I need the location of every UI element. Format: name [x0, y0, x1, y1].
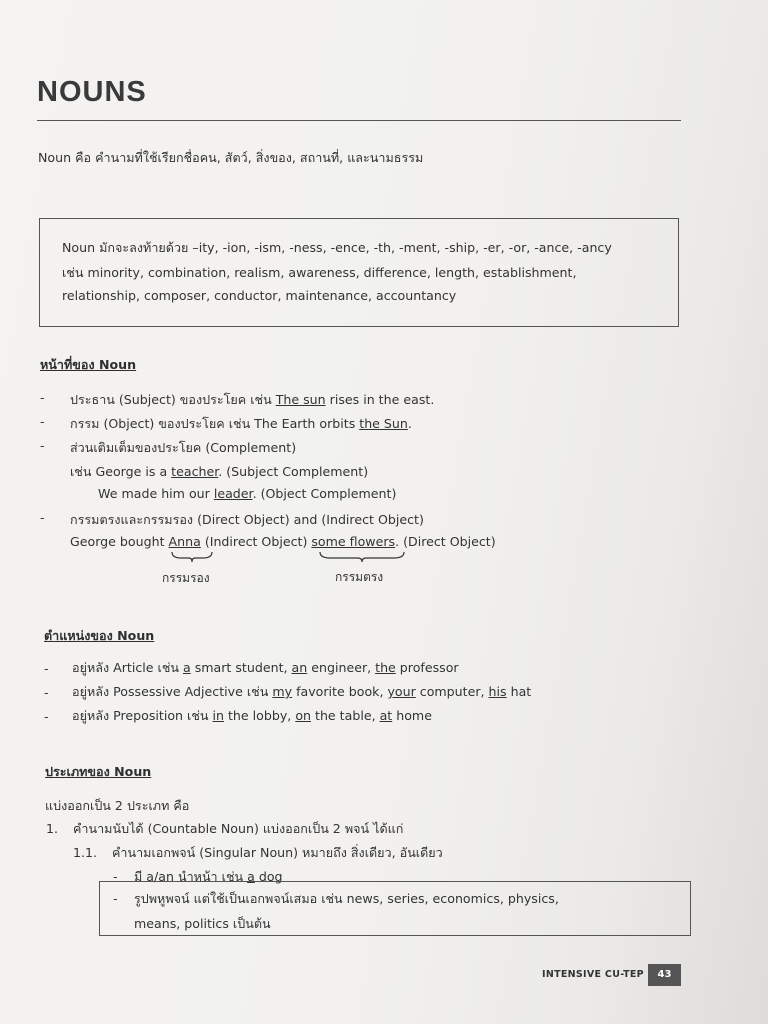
subject-line	[70, 390, 434, 410]
underlined-text: at	[379, 708, 393, 723]
complement-line: ส่วนเติมเต็มของประโยค (Complement)	[70, 440, 297, 455]
text: กรรม (Object) ของประโยค เช่น The Earth orbits	[70, 416, 360, 431]
text: (Indirect Object)	[200, 534, 312, 549]
underlined-text: the	[375, 660, 396, 675]
text: อยู่หลัง Article เช่น	[72, 660, 183, 675]
brace-icon	[170, 550, 214, 564]
text: home	[392, 708, 432, 723]
noun-definition: Noun คือ คำนามที่ใช้เรียกชื่อคน, สัตว์, สิ่งของ, สถานที่, และนามธรรม	[38, 150, 424, 165]
object-complement-example	[98, 486, 396, 501]
text: . (Direct Object)	[395, 534, 496, 549]
text: dog	[254, 869, 283, 884]
dash: -	[40, 414, 45, 429]
text: เช่น George is a	[70, 464, 172, 479]
text: the table,	[311, 708, 380, 723]
text: computer,	[415, 684, 489, 699]
brace-icon	[318, 550, 406, 564]
underlined-text: The sun	[275, 392, 326, 407]
plural-form-line-2: means, politics เป็นต้น	[134, 916, 271, 931]
suffix-line-2: เช่น minority, combination, realism, awareness, difference, length, establishment,	[62, 265, 577, 280]
underlined-text: my	[272, 684, 293, 699]
item-number: 1.	[46, 821, 59, 836]
object-line	[70, 414, 412, 434]
direct-indirect-line: กรรมตรงและกรรมรอง (Direct Object) and (Indirect Object)	[70, 512, 424, 527]
possessive-line	[72, 682, 531, 702]
dash: -	[44, 685, 49, 700]
underlined-text: your	[387, 684, 416, 699]
underlined-text: the Sun	[359, 416, 408, 431]
underlined-text: his	[488, 684, 507, 699]
underlined-text: on	[295, 708, 311, 723]
text: engineer,	[307, 660, 376, 675]
footer-book-title: INTENSIVE CU-TEP	[542, 969, 644, 980]
dash: -	[113, 891, 118, 906]
text: the lobby,	[223, 708, 296, 723]
page-number: 43	[648, 964, 681, 986]
text: .	[407, 416, 412, 431]
text: We made him our	[98, 486, 214, 501]
dash: -	[44, 709, 49, 724]
dash: -	[40, 438, 45, 453]
text: George bought	[70, 534, 169, 549]
underlined-text: a	[247, 869, 255, 884]
text: favorite book,	[292, 684, 388, 699]
text: professor	[395, 660, 459, 675]
types-heading: ประเภทของ Noun	[45, 764, 152, 779]
suffix-line-3: relationship, composer, conductor, maintenance, accountancy	[62, 288, 457, 303]
direct-object-label: กรรมตรง	[335, 570, 384, 584]
text: hat	[506, 684, 532, 699]
underlined-text: an	[291, 660, 308, 675]
text: . (Subject Complement)	[218, 464, 369, 479]
text: ประธาน (Subject) ของประโยค เช่น	[70, 392, 276, 407]
text: อยู่หลัง Possessive Adjective เช่น	[72, 684, 273, 699]
article-line	[72, 658, 459, 678]
dash: -	[113, 869, 118, 884]
underlined-text: leader	[213, 486, 253, 501]
subject-complement-example	[70, 462, 368, 482]
singular-noun-item: คำนามเอกพจน์ (Singular Noun) หมายถึง สิ่งเดียว, อันเดียว	[112, 845, 443, 860]
indirect-object-label: กรรมรอง	[162, 571, 210, 585]
title-divider	[37, 120, 681, 121]
dash: -	[40, 390, 45, 405]
functions-heading: หน้าที่ของ Noun	[40, 357, 137, 372]
text: อยู่หลัง Preposition เช่น	[72, 708, 213, 723]
page-title: NOUNS	[37, 76, 147, 108]
underlined-text: Anna	[168, 534, 201, 549]
suffix-line-1: Noun มักจะลงท้ายด้วย –ity, -ion, -ism, -ness, -ence, -th, -ment, -ship, -er, -or, -ance, -ancy	[62, 240, 612, 255]
types-intro: แบ่งออกเป็น 2 ประเภท คือ	[45, 798, 190, 813]
preposition-line	[72, 706, 432, 726]
underlined-text: teacher	[171, 464, 219, 479]
dash: -	[40, 510, 45, 525]
underlined-text: in	[212, 708, 224, 723]
text: smart student,	[190, 660, 292, 675]
text: . (Object Complement)	[252, 486, 397, 501]
dash: -	[44, 661, 49, 676]
underlined-text: a	[182, 660, 191, 675]
text: มี a/an นำหน้า เช่น	[134, 869, 248, 884]
item-number: 1.1.	[73, 845, 98, 860]
underlined-text: some flowers	[311, 534, 396, 549]
text: rises in the east.	[325, 392, 435, 407]
countable-noun-item: คำนามนับได้ (Countable Noun) แบ่งออกเป็น 2 พจน์ ได้แก่	[73, 821, 404, 836]
plural-form-line-1: รูปพหูพจน์ แต่ใช้เป็นเอกพจน์เสมอ เช่น news, series, economics, physics,	[134, 891, 559, 906]
positions-heading: ตำแหน่งของ Noun	[44, 628, 155, 643]
object-example	[70, 534, 496, 549]
